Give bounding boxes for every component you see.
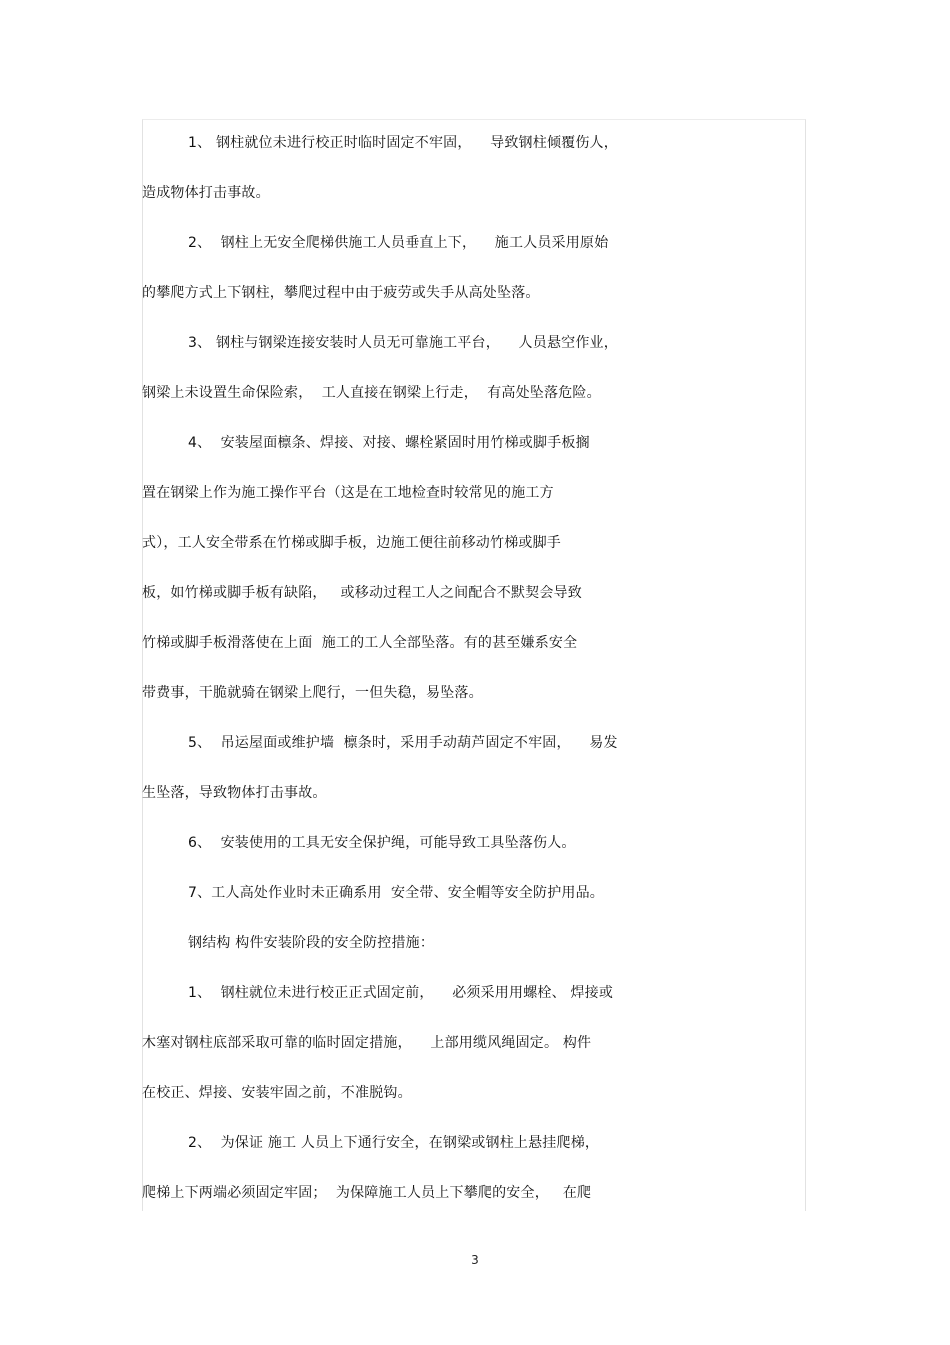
text-line: 爬梯上下两端必须固定牢固； 为保障施工人员上下攀爬的安全， 在爬	[142, 1185, 592, 1201]
text-line: 在校正、焊接、安装牢固之前，不准脱钩。	[142, 1085, 412, 1101]
text-line: 4、 安装屋面檩条、焊接、对接、螺栓紧固时用竹梯或脚手板搁	[188, 435, 590, 451]
text-line: 木塞对钢柱底部采取可靠的临时固定措施， 上部用缆风绳固定。 构件	[142, 1035, 592, 1051]
text-line: 板，如竹梯或脚手板有缺陷， 或移动过程工人之间配合不默契会导致	[142, 585, 582, 601]
text-line: 式），工人安全带系在竹梯或脚手板，边施工便往前移动竹梯或脚手	[142, 535, 561, 551]
text-line: 的攀爬方式上下钢柱，攀爬过程中由于疲劳或失手从高处坠落。	[142, 285, 540, 301]
text-line: 2、 为保证 施工 人员上下通行安全，在钢梁或钢柱上悬挂爬梯，	[188, 1135, 600, 1151]
text-line: 钢梁上未设置生命保险索， 工人直接在钢梁上行走， 有高处坠落危险。	[142, 385, 601, 401]
text-line: 置在钢梁上作为施工操作平台（这是在工地检查时较常见的施工方	[142, 485, 554, 501]
text-line: 1、 钢柱就位未进行校正时临时固定不牢固， 导致钢柱倾覆伤人，	[188, 135, 618, 151]
text-line: 7、工人高处作业时未正确系用 安全带、安全帽等安全防护用品。	[188, 885, 605, 901]
text-line: 2、 钢柱上无安全爬梯供施工人员垂直上下， 施工人员采用原始	[188, 235, 609, 251]
text-line: 5、 吊运屋面或维护墙 檩条时，采用手动葫芦固定不牢固， 易发	[188, 735, 618, 751]
page-number: 3	[471, 1253, 479, 1267]
text-line: 1、 钢柱就位未进行校正正式固定前， 必须采用用螺栓、 焊接或	[188, 985, 614, 1001]
section-heading: 钢结构 构件安装阶段的安全防控措施：	[188, 935, 435, 951]
text-line: 6、 安装使用的工具无安全保护绳，可能导致工具坠落伤人。	[188, 835, 576, 851]
text-line: 带费事，干脆就骑在钢梁上爬行，一但失稳，易坠落。	[142, 685, 483, 701]
text-line: 竹梯或脚手板滑落使在上面 施工的工人全部坠落。有的甚至嫌系安全	[142, 635, 578, 651]
text-line: 3、 钢柱与钢梁连接安装时人员无可靠施工平台， 人员悬空作业，	[188, 335, 618, 351]
text-line: 生坠落，导致物体打击事故。	[142, 785, 327, 801]
text-line: 造成物体打击事故。	[142, 185, 270, 201]
